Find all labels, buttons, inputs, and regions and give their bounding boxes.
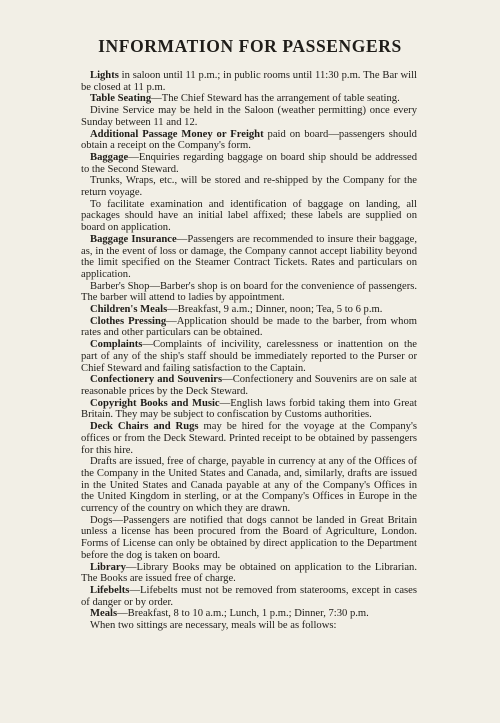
paragraph-text: —English laws forbid taking them into Great Britain. They may be subject to confiscation by Customs authorities. xyxy=(81,397,417,421)
info-paragraph xyxy=(81,175,417,198)
paragraph-text: —Breakfast, 9 a.m.; Dinner, noon; Tea, 5 to 6 p.m. xyxy=(167,304,383,316)
info-paragraph xyxy=(81,421,417,456)
paragraph-text: —Application should be made to the barber, from whom rates and other particulars can be obtained. xyxy=(81,315,417,339)
paragraph-heading: Table Seating xyxy=(90,93,152,105)
paragraph-text: in saloon until 11 p.m.; in public rooms until 11:30 p.m. The Bar will be closed at 11 p.m. xyxy=(81,70,417,93)
info-paragraph xyxy=(81,374,417,397)
info-paragraph xyxy=(81,515,417,562)
paragraph-text: To facilitate examination and identification of baggage on landing, all packages should have an initial label affixed; these labels are supplied on board on application. xyxy=(81,198,417,234)
info-paragraph xyxy=(81,316,417,339)
paragraph-heading: Children's Meals xyxy=(90,304,168,316)
paragraph-text: —Confectionery and Souvenirs are on sale at reasonable prices by the Deck Steward. xyxy=(81,374,417,397)
info-paragraph xyxy=(81,585,417,608)
information-list xyxy=(81,70,417,632)
paragraph-heading: Additional Passage Money or Freight xyxy=(90,128,264,140)
info-paragraph xyxy=(81,129,417,152)
info-paragraph xyxy=(81,398,417,421)
paragraph-heading: Library xyxy=(90,561,126,573)
page-title: INFORMATION FOR PASSENGERS xyxy=(98,36,402,56)
info-paragraph xyxy=(81,70,417,93)
paragraph-heading: Lights xyxy=(90,70,119,81)
paragraph-text: Divine Service may be held in the Saloon (weather permitting) once every Sunday between 11 and 12. xyxy=(81,105,417,128)
paragraph-text: —Library Books may be obtained on application to the Librarian. The Books are issued free of charge. xyxy=(81,561,417,585)
paragraph-heading: Complaints xyxy=(90,339,143,351)
info-paragraph xyxy=(81,562,417,585)
paragraph-heading: Confectionery and Souvenirs xyxy=(90,374,223,386)
paragraph-text: may be hired for the voyage at the Company's offices or from the Deck Steward. Printed receipt to be obtained by passengers for this hire. xyxy=(81,421,418,456)
paragraph-heading: Baggage xyxy=(90,151,129,163)
paragraph-heading: Clothes Pressing xyxy=(90,315,167,327)
paragraph-heading: Copyright Books and Music xyxy=(90,397,220,409)
paragraph-heading: Baggage Insurance xyxy=(90,233,177,245)
paragraph-text: —Breakfast, 8 to 10 a.m.; Lunch, 1 p.m.; Dinner, 7:30 p.m. xyxy=(117,608,369,620)
info-paragraph xyxy=(81,199,417,234)
paragraph-text: paid on board—passengers should obtain a receipt on the Company's form. xyxy=(81,128,417,152)
paragraph-heading: Meals xyxy=(90,608,118,620)
info-paragraph xyxy=(81,105,417,128)
paragraph-heading: Deck Chairs and Rugs xyxy=(90,421,199,433)
paragraph-text: —Enquiries regarding baggage on board ship should be addressed to the Second Steward. xyxy=(81,151,417,175)
paragraph-text: —Complaints of incivility, carelessness or inattention on the part of any of the ship's staff should be immediately reported to the Purser or Chief Steward and failing satisfaction to the Captain. xyxy=(81,339,417,374)
info-paragraph xyxy=(81,608,417,620)
paragraph-text: —Passengers are recommended to insure their baggage, as, in the event of loss or damage, the Company cannot accept liability beyond the limit specified on the Steamer Contract Tickets. Rates and particulars on application. xyxy=(81,233,417,280)
info-paragraph xyxy=(81,620,417,632)
info-paragraph xyxy=(81,339,417,374)
paragraph-text: Barber's Shop—Barber's shop is on board for the convenience of passengers. The barber will attend to ladies by appointment. xyxy=(81,280,417,304)
paragraph-text: —Lifebelts must not be removed from staterooms, except in cases of danger or by order. xyxy=(81,584,417,608)
paragraph-text: —The Chief Steward has the arrangement of table seating. xyxy=(151,93,400,105)
info-paragraph xyxy=(81,281,417,304)
paragraph-text: Trunks, Wraps, etc., will be stored and re-shipped by the Company for the return voyage. xyxy=(81,175,417,199)
paragraph-text: When two sittings are necessary, meals will be as follows: xyxy=(90,620,337,632)
info-paragraph xyxy=(81,456,417,515)
paragraph-text: Dogs—Passengers are notified that dogs cannot be landed in Great Britain unless a license has been procured from the Board of Agriculture, London. Forms of License can only be obtained by direct application to the Department before the dog is taken on board. xyxy=(81,514,417,561)
paragraph-text: Drafts are issued, free of charge, payable in currency at any of the Offices of the Company in the United States and Canada, and, similarly, drafts are issued in the United States and Canada payable at any of the Company's Offices in the United Kingdom in sterling, or at the Company's Offices in Europe in the currency of the country on which they are drawn. xyxy=(81,456,417,515)
info-paragraph xyxy=(81,93,417,105)
paragraph-heading: Lifebelts xyxy=(90,584,130,596)
info-paragraph xyxy=(81,304,417,316)
info-paragraph xyxy=(81,152,417,175)
info-paragraph xyxy=(81,234,417,281)
